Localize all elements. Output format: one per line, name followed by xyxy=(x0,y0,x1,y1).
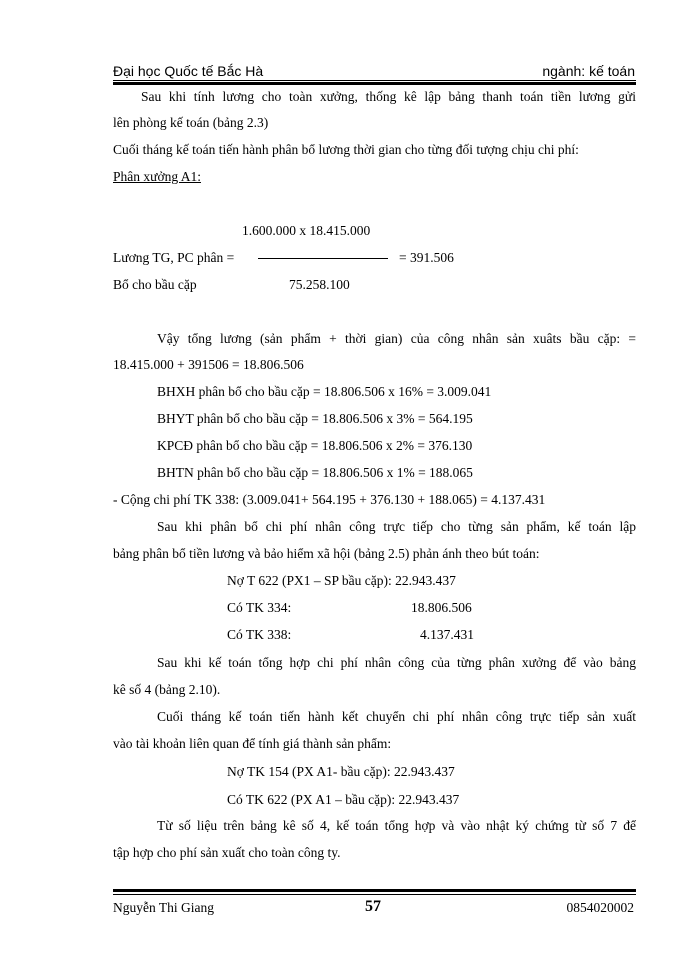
header-rule-thick xyxy=(113,82,636,85)
entry-1-credit-1-value: 18.806.506 xyxy=(411,600,472,615)
paragraph-4-line-1: Sau khi phân bổ chi phí nhân công trực tiếp cho từng sản phẩm, kế toán lập xyxy=(157,519,636,534)
entry-1-debit: Nợ T 622 (PX1 – SP bầu cặp): 22.943.437 xyxy=(227,573,456,588)
page-number: 57 xyxy=(365,898,381,915)
paragraph-4-line-2: bảng phân bổ tiền lương và bảo hiểm xã hội (bảng 2.5) phản ánh theo bút toán: xyxy=(113,546,540,561)
allocation-bhxh: BHXH phân bổ cho bầu cặp = 18.806.506 x 16% = 3.009.041 xyxy=(157,384,492,399)
entry-1-credit-2-value: 4.137.431 xyxy=(420,627,474,642)
allocation-bhtn: BHTN phân bổ cho bầu cặp = 18.806.506 x 1% = 188.065 xyxy=(157,465,473,480)
entry-2-credit: Có TK 622 (PX A1 – bầu cặp): 22.943.437 xyxy=(227,792,460,807)
paragraph-5-line-1: Sau khi kế toán tổng hợp chi phí nhân công của từng phân xưởng để vào bảng xyxy=(157,655,636,670)
paragraph-1-line-1: Sau khi tính lương cho toàn xưởng, thống kê lập bảng thanh toán tiền lương gửi xyxy=(141,89,636,104)
footer-rule-thin xyxy=(113,894,636,895)
fraction-bar xyxy=(258,258,388,259)
header-institution: Đại học Quốc tế Bắc Hà xyxy=(113,63,264,79)
entry-1-credit-1-label: Có TK 334: xyxy=(227,600,292,615)
header-rule-thin xyxy=(113,80,636,81)
paragraph-6-line-2: vào tài khoản liên quan để tính giá thành sản phẩm: xyxy=(113,736,392,751)
paragraph-5-line-2: kê số 4 (bảng 2.10). xyxy=(113,682,221,697)
section-heading: Phân xưởng A1: xyxy=(113,169,201,184)
header-department: ngành: kế toán xyxy=(542,63,635,79)
footer-rule-thick xyxy=(113,889,636,892)
paragraph-1-line-2: lên phòng kế toán (bảng 2.3) xyxy=(113,115,269,130)
formula-label-2: Bổ cho bầu cặp xyxy=(113,277,197,292)
formula-denominator: 75.258.100 xyxy=(289,277,350,292)
paragraph-7-line-1: Từ số liệu trên bảng kê số 4, kế toán tổng hợp và vào nhật ký chứng từ số 7 để xyxy=(157,818,636,833)
allocation-kpcd: KPCĐ phân bổ cho bầu cặp = 18.806.506 x 2% = 376.130 xyxy=(157,438,473,453)
footer-code: 0854020002 xyxy=(566,900,634,915)
formula-label-1: Lương TG, PC phân = xyxy=(113,250,235,265)
entry-1-credit-2-label: Có TK 338: xyxy=(227,627,292,642)
total-tk338: - Cộng chi phí TK 338: (3.009.041+ 564.195 + 376.130 + 188.065) = 4.137.431 xyxy=(113,492,546,507)
paragraph-2: Cuối tháng kế toán tiến hành phân bổ lương thời gian cho từng đối tượng chịu chi phí: xyxy=(113,142,579,157)
entry-2-debit: Nợ TK 154 (PX A1- bầu cặp): 22.943.437 xyxy=(227,764,455,779)
paragraph-3-line-1: Vậy tổng lương (sản phẩm + thời gian) của công nhân sản xuâts bầu cặp: = xyxy=(157,331,636,346)
footer-author: Nguyễn Thi Giang xyxy=(113,900,214,915)
formula-numerator: 1.600.000 x 18.415.000 xyxy=(242,223,371,238)
paragraph-7-line-2: tập hợp cho phí sản xuất cho toàn công ty. xyxy=(113,845,341,860)
formula-result: = 391.506 xyxy=(399,250,454,265)
paragraph-6-line-1: Cuối tháng kế toán tiến hành kết chuyển chi phí nhân công trực tiếp sản xuất xyxy=(157,709,636,724)
allocation-bhyt: BHYT phân bổ cho bầu cặp = 18.806.506 x 3% = 564.195 xyxy=(157,411,473,426)
paragraph-3-line-2: 18.415.000 + 391506 = 18.806.506 xyxy=(113,357,304,372)
